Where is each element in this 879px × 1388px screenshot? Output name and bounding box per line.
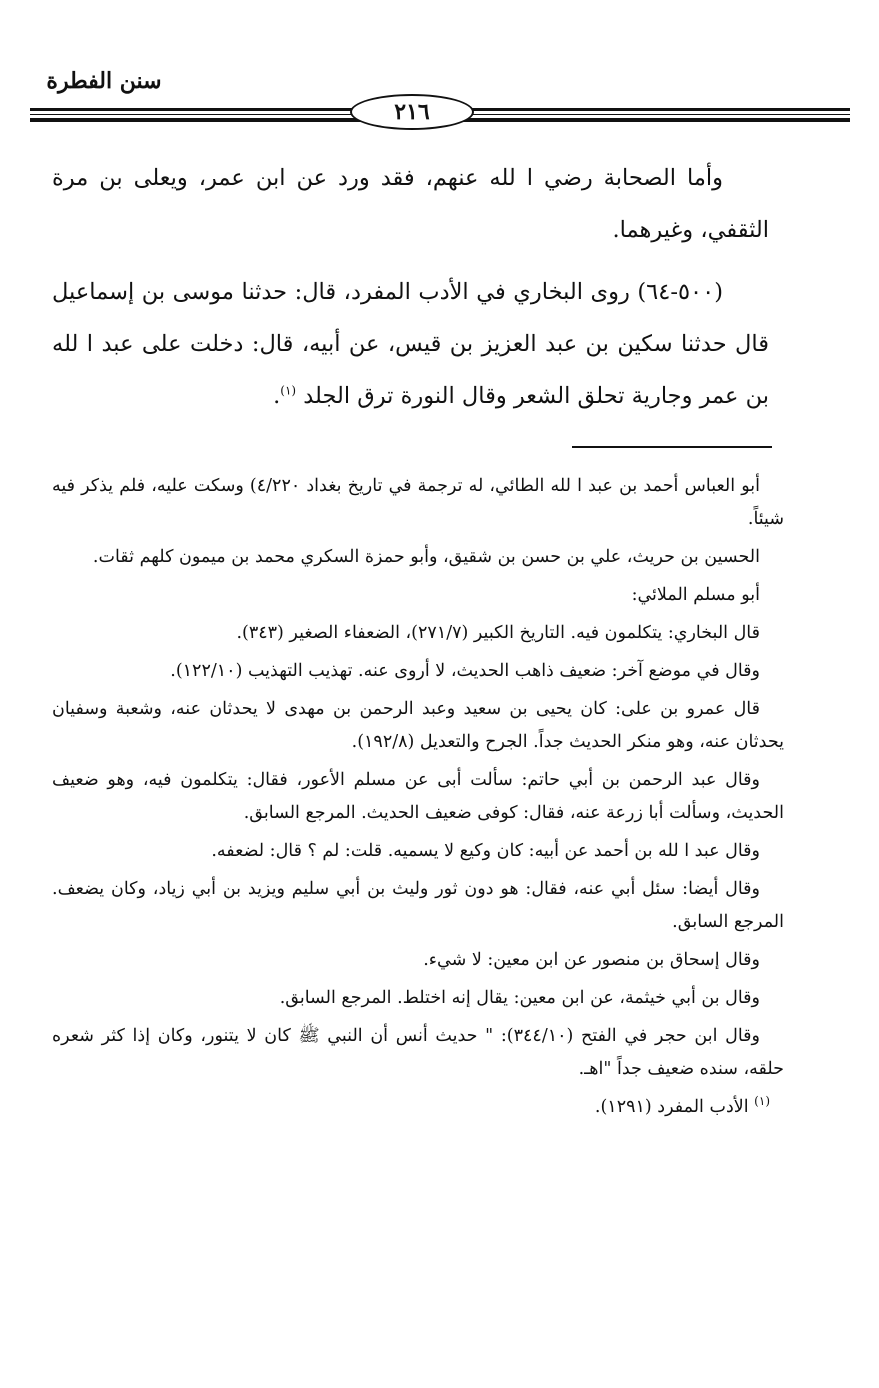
main-paragraph-2 bbox=[52, 266, 769, 422]
footnote-marker: (١) bbox=[280, 383, 297, 398]
page-number: ٢١٦ bbox=[350, 94, 474, 130]
footnote-reference-text: الأدب المفرد (١٢٩١). bbox=[594, 1097, 749, 1117]
footnote-reference-marker: (١) bbox=[754, 1094, 770, 1109]
footnote-line: وقال بن أبي خيثمة، عن ابن معين: يقال إنه اختلط. المرجع السابق. bbox=[279, 988, 760, 1008]
footnotes bbox=[52, 470, 784, 1129]
main-paragraph-1: وأما الصحابة رضي ا لله عنهم، فقد ورد عن ابن عمر، ويعلى بن مرة الثقفي، وغيرهما. bbox=[52, 165, 769, 243]
footnote-line: وقال ابن حجر في الفتح (٣٤٤/١٠): " حديث أنس أن النبي ﷺ كان لا يتنور، وكان إذا كثر شعره حلقه، سنده ضعيف جداً "اهـ. bbox=[52, 1026, 784, 1079]
footnote-line: أبو العباس أحمد بن عبد ا لله الطائي، له ترجمة في تاريخ بغداد ٤/٢٢٠) وسكت عليه، فلم يذكر فيه شيئاً. bbox=[52, 476, 784, 529]
footnote-line: وقال في موضع آخر: ضعيف ذاهب الحديث، لا أروى عنه. تهذيب التهذيب (١٢٢/١٠). bbox=[170, 661, 760, 681]
main-paragraph-2-end: . bbox=[273, 383, 281, 409]
footnote-line: وقال إسحاق بن منصور عن ابن معين: لا شيء. bbox=[423, 950, 760, 970]
footnote-line: وقال عبد ا لله بن أحمد عن أبيه: كان وكيع لا يسميه. قلت: لم ؟ قال: لضعفه. bbox=[211, 841, 760, 861]
footnote-line: وقال أيضا: سئل أبي عنه، فقال: هو دون ثور وليث بن أبي سليم ويزيد بن أبي زياد، وكان يضعف. المرجع السابق. bbox=[52, 879, 784, 932]
running-header-title: سنن الفطرة bbox=[46, 68, 162, 94]
footnote-reference bbox=[52, 1091, 784, 1124]
footnote-line: قال عمرو بن على: كان يحيى بن سعيد وعبد الرحمن بن مهدى لا يحدثان عنه، وشعبة وسفيان يحدثان عنه، وهو منكر الحديث جداً. الجرح والتعديل (١٩٢/٨). bbox=[52, 699, 784, 752]
main-text bbox=[52, 152, 769, 432]
footnote-line: وقال عبد الرحمن بن أبي حاتم: سألت أبى عن مسلم الأعور، فقال: يتكلمون فيه، وهو ضعيف الحديث، وسألت أبا زرعة عنه، فقال: كوفى ضعيف الحديث. المرجع السابق. bbox=[52, 770, 784, 823]
footnote-line: قال البخاري: يتكلمون فيه. التاريخ الكبير (٢٧١/٧)، الضعفاء الصغير (٣٤٣). bbox=[236, 623, 760, 643]
footnote-line: أبو مسلم الملائي: bbox=[631, 585, 760, 605]
footnote-separator bbox=[572, 446, 772, 448]
main-paragraph-2-text: (٥٠٠-٦٤) روى البخاري في الأدب المفرد، قال: حدثنا موسى بن إسماعيل قال حدثنا سكين بن عبد العزيز بن قيس، عن أبيه، قال: دخلت على عبد ا لله بن عمر وجارية تحلق الشعر وقال النورة ترق الجلد bbox=[52, 279, 769, 409]
footnote-line: الحسين بن حريث، علي بن حسن بن شقيق، وأبو حمزة السكري محمد بن ميمون كلهم ثقات. bbox=[92, 547, 760, 567]
